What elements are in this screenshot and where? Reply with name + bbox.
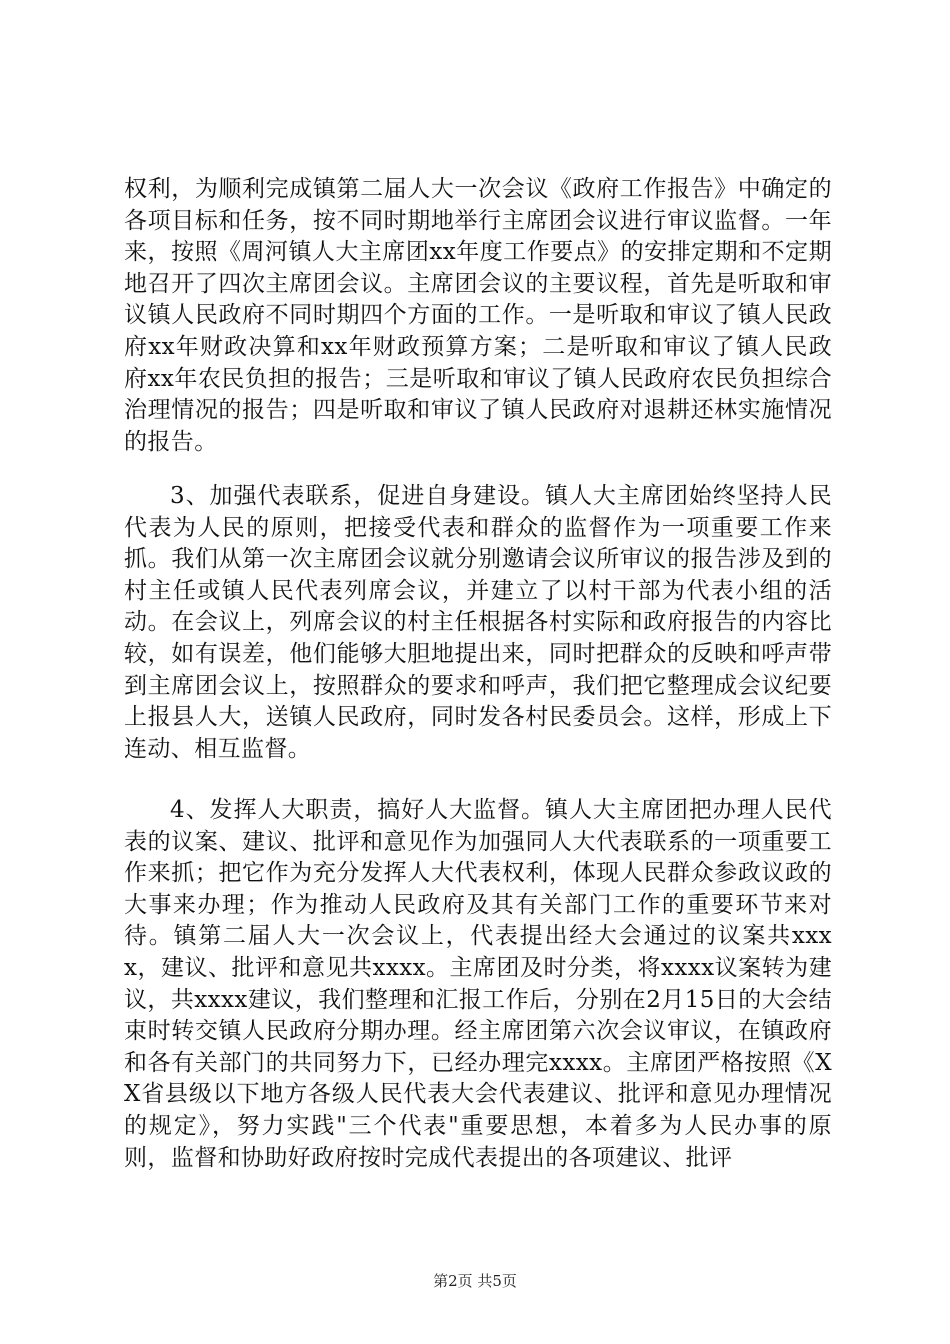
- page-number-footer: 第2页 共5页: [433, 1272, 517, 1290]
- paragraph-item-4: 4、发挥人大职责，搞好人大监督。镇人大主席团把办理人民代表的议案、建议、批评和意见作为加强同人大代表联系的一项重要工作来抓；把它作为充分发挥人大代表权利，体现人民群众参政议政的大事来办理；作为推动人民政府及其有关部门工作的重要环节来对待。镇第二届人大一次会议上，代表提出经大会通过的议案共xxxx，建议、批评和意见共xxxx。主席团及时分类，将xxxx议案转为建议，共xxxx建议，我们整理和汇报工作后，分别在2月15日的大会结束时转交镇人民政府分期办理。经主席团第六次会议审议，在镇政府和各有关部门的共同努力下，已经办理完xxxx。主席团严格按照《XX省县级以下地方各级人民代表大会代表建议、批评和意见办理情况的规定》，努力实践"三个代表"重要思想，本着多为人民办事的原则，监督和协助好政府按时完成代表提出的各项建议、批评: [124, 797, 832, 1171]
- paragraph-continued: 权利，为顺利完成镇第二届人大一次会议《政府工作报告》中确定的各项目标和任务，按不同时期地举行主席团会议进行审议监督。一年来，按照《周河镇人大主席团xx年度工作要点》的安排定期和不定期地召开了四次主席团会议。主席团会议的主要议程，首先是听取和审议镇人民政府不同时期四个方面的工作。一是听取和审议了镇人民政府xx年财政决算和xx年财政预算方案；二是听取和审议了镇人民政府xx年农民负担的报告；三是听取和审议了镇人民政府农民负担综合治理情况的报告；四是听取和审议了镇人民政府对退耕还林实施情况的报告。: [124, 176, 832, 455]
- paragraph-item-3: 3、加强代表联系，促进自身建设。镇人大主席团始终坚持人民代表为人民的原则，把接受代表和群众的监督作为一项重要工作来抓。我们从第一次主席团会议就分别邀请会议所审议的报告涉及到的村主任或镇人民代表列席会议，并建立了以村干部为代表小组的活动。在会议上，列席会议的村主任根据各村实际和政府报告的内容比较，如有误差，他们能够大胆地提出来，同时把群众的反映和呼声带到主席团会议上，按照群众的要求和呼声，我们把它整理成会议纪要上报县人大，送镇人民政府，同时发各村民委员会。这样，形成上下连动、相互监督。: [124, 483, 832, 762]
